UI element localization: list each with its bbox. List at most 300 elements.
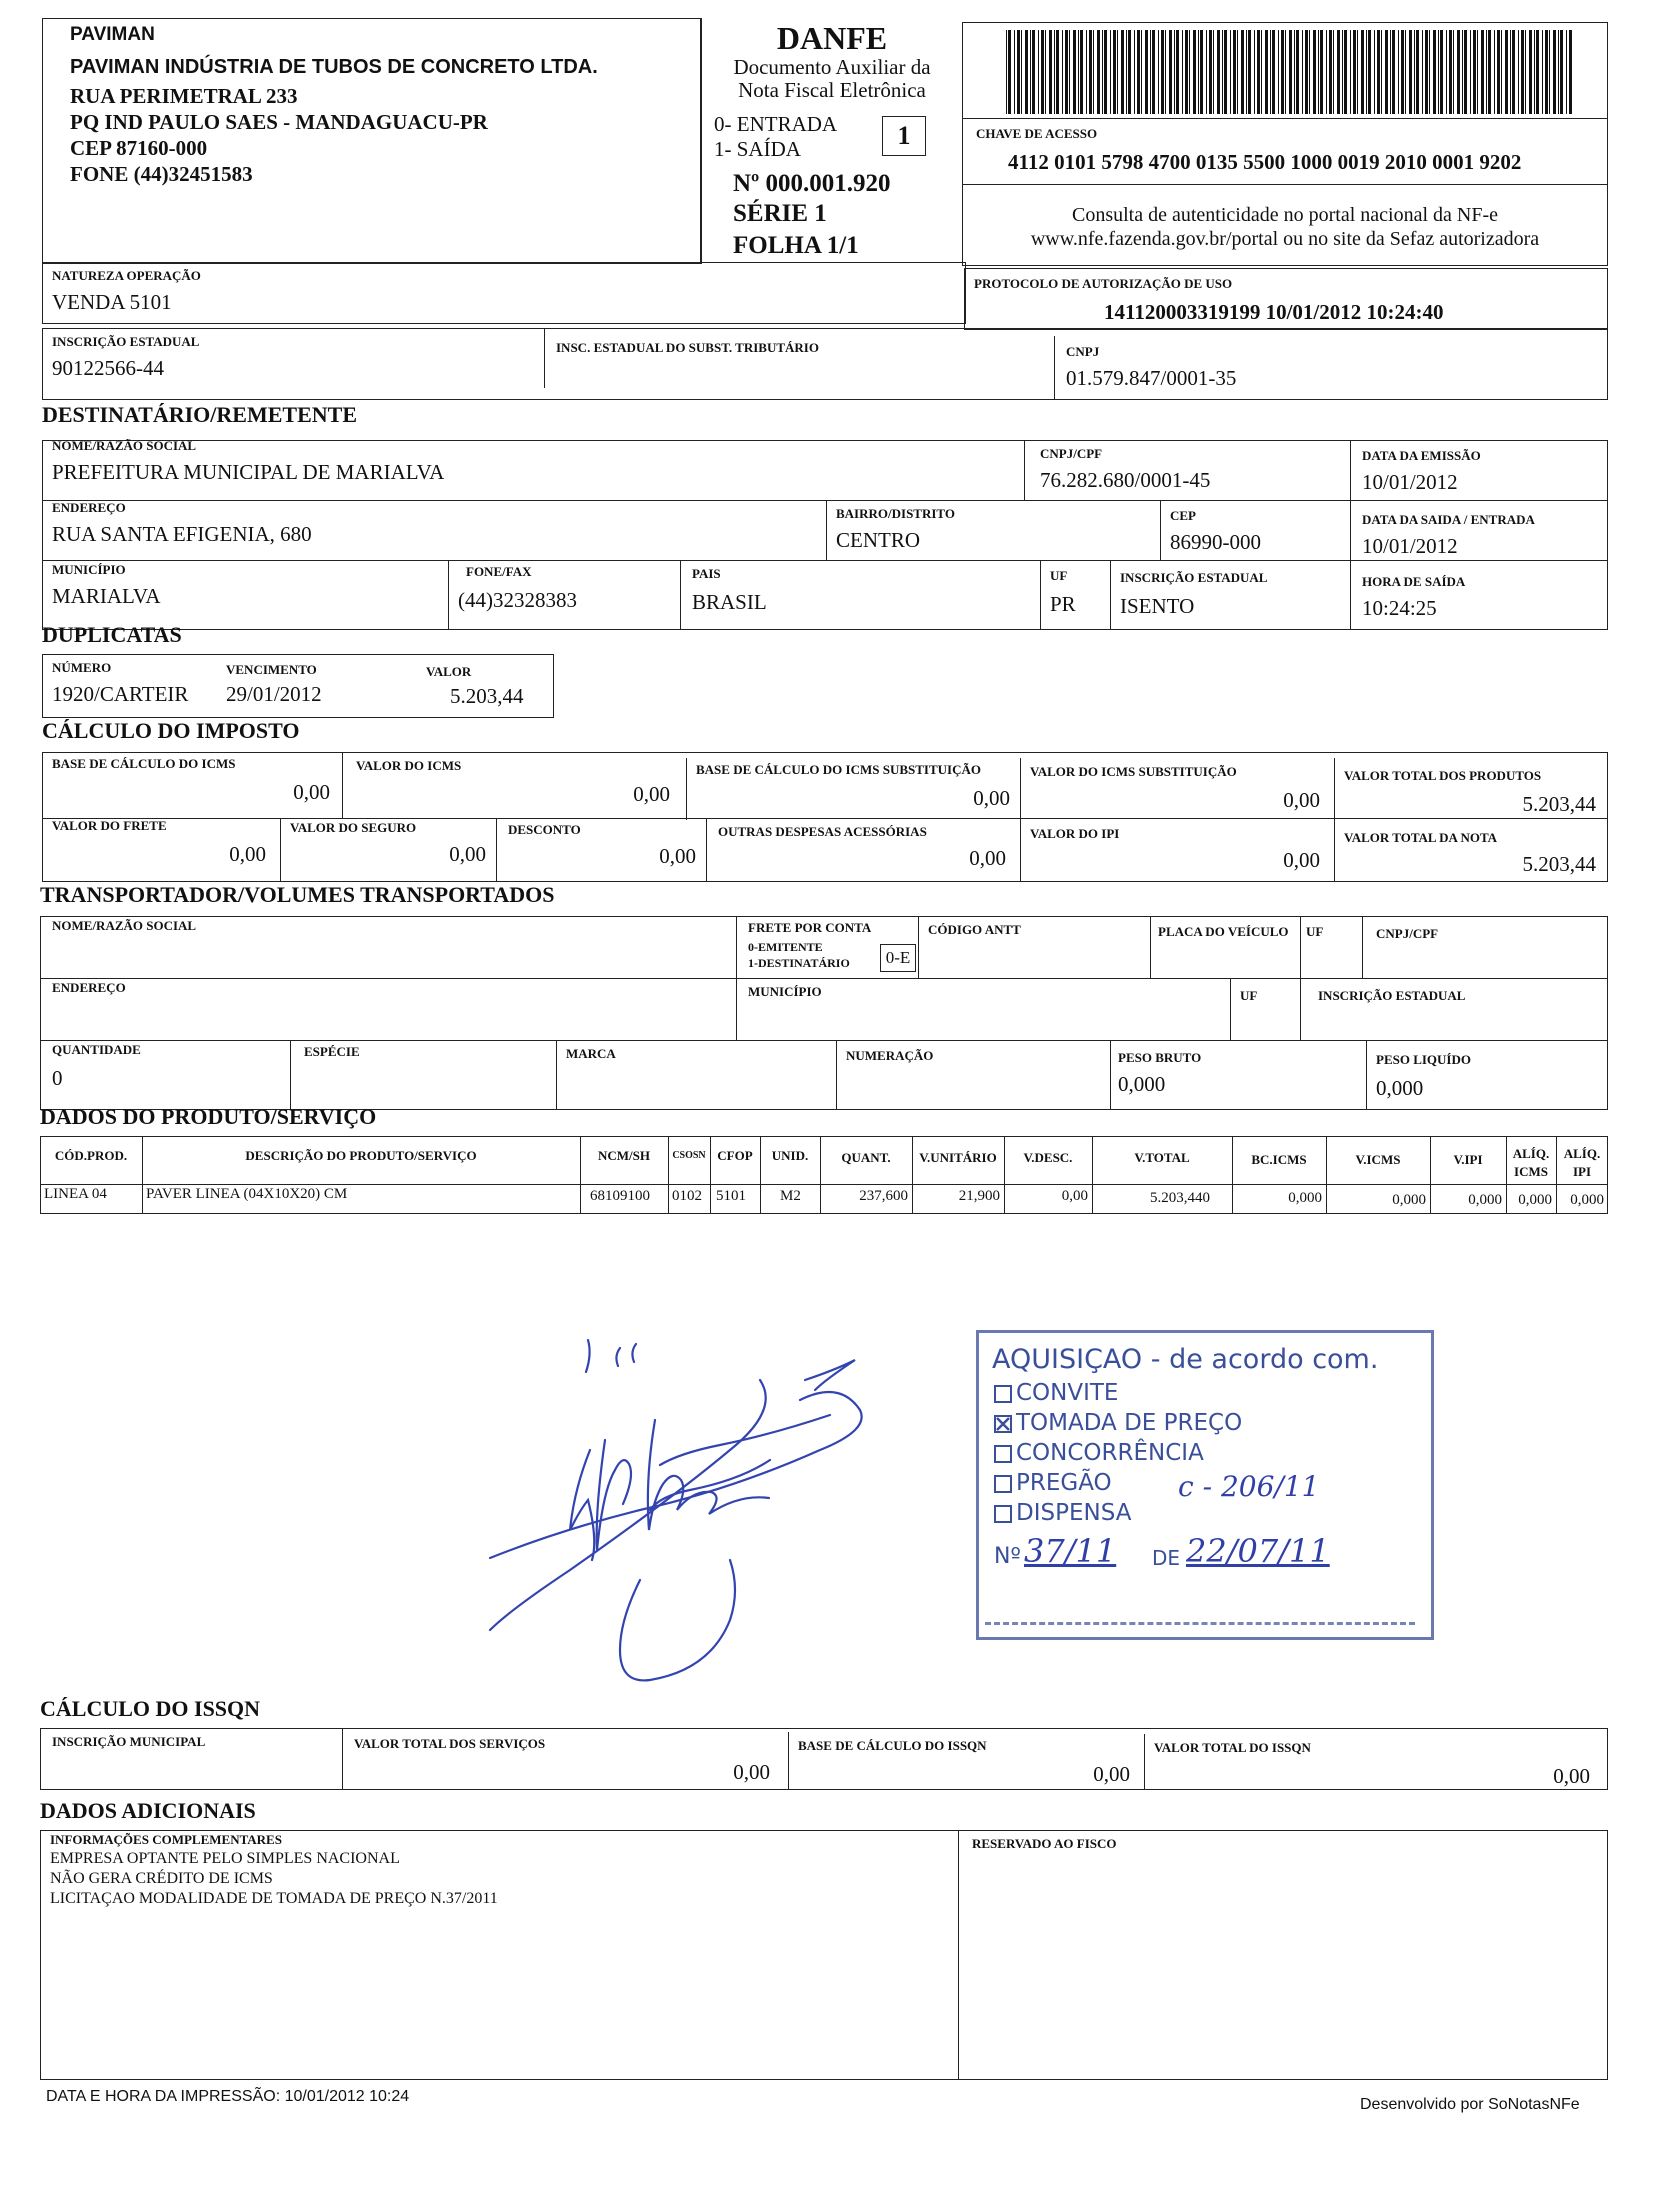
th-vtotal: V.TOTAL xyxy=(1134,1150,1190,1165)
stamp-option-label: CONVITE xyxy=(1016,1380,1119,1406)
dest-emissao: 10/01/2012 xyxy=(1362,470,1458,494)
protocolo-label: PROTOCOLO DE AUTORIZAÇÃO DE USO xyxy=(974,276,1233,291)
dest-pais-label: PAIS xyxy=(692,566,721,581)
barcode-bar xyxy=(1222,30,1223,114)
barcode-bar xyxy=(1422,30,1423,114)
th-bcicms: BC.ICMS xyxy=(1251,1152,1307,1167)
danfe-folha: FOLHA 1/1 xyxy=(733,232,859,259)
access-key: 4112 0101 5798 4700 0135 5500 1000 0019 2010 0001 9202 xyxy=(1008,150,1522,174)
barcode-bar xyxy=(1041,30,1044,114)
ipi: 0,00 xyxy=(1283,848,1320,872)
th-vunit: V.UNITÁRIO xyxy=(919,1150,997,1165)
imposto-section-title: CÁLCULO DO IMPOSTO xyxy=(42,718,300,743)
barcode-bar xyxy=(1054,30,1055,114)
valor-icms-label: VALOR DO ICMS xyxy=(356,758,462,773)
transp-peso-bruto-label: PESO BRUTO xyxy=(1118,1050,1202,1065)
barcode-bar xyxy=(1198,30,1199,114)
natureza-value: VENDA 5101 xyxy=(52,290,172,314)
th-aliq-icms-1: ALÍQ. xyxy=(1512,1146,1550,1161)
barcode-bar xyxy=(1494,30,1495,114)
developer-credit: Desenvolvido por SoNotasNFe xyxy=(1360,2096,1580,2113)
seguro: 0,00 xyxy=(449,842,486,866)
outras: 0,00 xyxy=(969,846,1006,870)
transp-qtd: 0 xyxy=(52,1066,63,1090)
issqn-valor: 0,00 xyxy=(1553,1764,1590,1788)
transp-frete-label: FRETE POR CONTA xyxy=(748,920,872,935)
recipient-section-title: DESTINATÁRIO/REMETENTE xyxy=(42,402,357,427)
barcode-bar xyxy=(1549,30,1550,114)
stamp-option-label: TOMADA DE PREÇO xyxy=(1016,1410,1243,1436)
access-key-label: CHAVE DE ACESSO xyxy=(976,126,1098,141)
barcode-bar xyxy=(1126,30,1127,114)
barcode-bar xyxy=(1217,30,1220,114)
dest-fone: (44)32328383 xyxy=(458,588,577,612)
issuer-district: PQ IND PAULO SAES - MANDAGUACU-PR xyxy=(70,110,488,134)
transp-municipio-label: MUNICÍPIO xyxy=(748,984,822,999)
transp-uf2-label: UF xyxy=(1240,988,1258,1003)
barcode-bar xyxy=(1453,30,1454,114)
stamp-option-label: PREGÃO xyxy=(1016,1470,1112,1496)
barcode-bar xyxy=(1117,30,1118,114)
barcode-bar xyxy=(1065,30,1068,114)
consult-line-1: Consulta de autenticidade no portal nacional da NF-e xyxy=(1072,204,1498,226)
barcode-bar xyxy=(1080,30,1083,114)
base-icms-label: BASE DE CÁLCULO DO ICMS xyxy=(52,756,236,771)
stamp-title: AQUISIÇAO - de acordo com. xyxy=(992,1344,1379,1375)
base-st-label: BASE DE CÁLCULO DO ICMS SUBSTITUIÇÃO xyxy=(696,762,981,777)
th-cod: CÓD.PROD. xyxy=(54,1148,128,1163)
td-vunit: 21,900 xyxy=(958,1188,1000,1204)
barcode-bar xyxy=(1368,30,1371,114)
stamp-option-concorrencia xyxy=(994,1440,1204,1466)
print-time: DATA E HORA DA IMPRESSÃO: 10/01/2012 10:24 xyxy=(46,2088,410,2105)
th-vipi: V.IPI xyxy=(1453,1152,1483,1167)
info-line-2: NÃO GERA CRÉDITO DE ICMS xyxy=(50,1870,273,1887)
barcode-bar xyxy=(1257,30,1260,114)
th-csosn: CSOSN xyxy=(672,1150,706,1161)
barcode-bar xyxy=(1374,30,1375,114)
barcode-bar xyxy=(1501,30,1502,114)
barcode-bar xyxy=(1377,30,1380,114)
seguro-label: VALOR DO SEGURO xyxy=(290,820,417,835)
barcode-bar xyxy=(1405,30,1406,114)
cnpj-value: 01.579.847/0001-35 xyxy=(1066,366,1237,390)
barcode-bar xyxy=(1032,30,1035,114)
th-cfop: CFOP xyxy=(717,1148,753,1163)
frete-label: VALOR DO FRETE xyxy=(52,818,167,833)
barcode-bar xyxy=(1446,30,1447,114)
barcode-bar xyxy=(1294,30,1295,114)
total-prod: 5.203,44 xyxy=(1522,792,1596,816)
info-line-3: LICITAÇAO MODALIDADE DE TOMADA DE PREÇO N.37/2011 xyxy=(50,1890,498,1907)
issuer-short-name: PAVIMAN xyxy=(70,24,155,45)
additional-section-title: DADOS ADICIONAIS xyxy=(40,1798,256,1823)
barcode-bar xyxy=(1272,30,1275,114)
td-desc: PAVER LINEA (04X10X20) CM xyxy=(146,1186,348,1202)
barcode-bar xyxy=(1233,30,1236,114)
stamp-no-prefix: Nº xyxy=(994,1544,1021,1569)
barcode-bar xyxy=(1473,30,1476,114)
danfe-entrada: 0- ENTRADA xyxy=(714,112,838,136)
barcode-bar xyxy=(1128,30,1131,114)
barcode-bar xyxy=(1285,30,1286,114)
barcode-bar xyxy=(1056,30,1059,114)
barcode-bar xyxy=(1470,30,1471,114)
barcode-bar xyxy=(1329,30,1332,114)
dest-uf: PR xyxy=(1050,592,1076,616)
td-aliq-icms: 0,000 xyxy=(1518,1192,1552,1208)
barcode-bar xyxy=(1320,30,1323,114)
checkbox-icon xyxy=(994,1475,1012,1493)
barcode-bar xyxy=(1230,30,1231,114)
checkbox-icon xyxy=(994,1385,1012,1403)
dest-fone-label: FONE/FAX xyxy=(466,564,532,579)
td-vtotal: 5.203,440 xyxy=(1150,1190,1210,1206)
danfe-tipo: 1 xyxy=(897,121,911,150)
natureza-label: NATUREZA OPERAÇÃO xyxy=(52,268,201,283)
valor-st-label: VALOR DO ICMS SUBSTITUIÇÃO xyxy=(1030,764,1237,779)
stamp-option-dispensa xyxy=(994,1500,1131,1526)
transport-section-title: TRANSPORTADOR/VOLUMES TRANSPORTADOS xyxy=(40,882,555,907)
dest-hora-label: HORA DE SAÍDA xyxy=(1362,574,1466,589)
td-vipi: 0,000 xyxy=(1468,1192,1502,1208)
stamp-option-pregao xyxy=(994,1470,1112,1496)
barcode-bar xyxy=(1313,30,1316,114)
barcode-bar xyxy=(1038,30,1039,114)
dest-bairro-label: BAIRRO/DISTRITO xyxy=(836,506,955,521)
barcode-bar xyxy=(1030,30,1031,114)
th-vicms: V.ICMS xyxy=(1355,1152,1401,1167)
frete: 0,00 xyxy=(229,842,266,866)
issuer-company: PAVIMAN INDÚSTRIA DE TUBOS DE CONCRETO LTDA. xyxy=(70,56,598,78)
duplicatas-section-title: DUPLICATAS xyxy=(42,622,182,647)
th-quant: QUANT. xyxy=(841,1150,891,1165)
barcode-bar xyxy=(1254,30,1255,114)
issqn-servicos-label: VALOR TOTAL DOS SERVIÇOS xyxy=(354,1736,546,1751)
transp-endereco-label: ENDEREÇO xyxy=(52,980,126,995)
stamp-option-label: DISPENSA xyxy=(1016,1500,1132,1526)
barcode-bar xyxy=(1449,30,1452,114)
total-nota: 5.203,44 xyxy=(1522,852,1596,876)
transp-antt-label: CÓDIGO ANTT xyxy=(928,922,1021,937)
transp-qtd-label: QUANTIDADE xyxy=(52,1042,141,1057)
barcode-bar xyxy=(1353,30,1356,114)
barcode-bar xyxy=(1145,30,1148,114)
transp-marca-label: MARCA xyxy=(566,1046,616,1061)
barcode-bar xyxy=(1558,30,1559,114)
protocolo-value: 141120003319199 10/01/2012 10:24:40 xyxy=(1104,300,1444,324)
th-vdesc: V.DESC. xyxy=(1023,1150,1073,1165)
barcode-bar xyxy=(1409,30,1412,114)
th-unid: UNID. xyxy=(771,1148,809,1163)
barcode-bar xyxy=(1134,30,1135,114)
barcode-bar xyxy=(1296,30,1299,114)
ie-st-label: INSC. ESTADUAL DO SUBST. TRIBUTÁRIO xyxy=(556,340,819,355)
dest-endereco: RUA SANTA EFIGENIA, 680 xyxy=(52,522,312,546)
dest-ie-label: INSCRIÇÃO ESTADUAL xyxy=(1120,570,1268,585)
transp-frete-opt1: 1-DESTINATÁRIO xyxy=(748,956,850,970)
barcode-bar xyxy=(1086,30,1087,114)
dest-hora: 10:24:25 xyxy=(1362,596,1437,620)
barcode-bar xyxy=(1121,30,1124,114)
td-ncm: 68109100 xyxy=(590,1188,650,1204)
th-aliq-ipi-2: IPI xyxy=(1572,1164,1592,1179)
barcode-bar xyxy=(1385,30,1388,114)
td-bcicms: 0,000 xyxy=(1288,1190,1322,1206)
td-quant: 237,600 xyxy=(859,1188,908,1204)
barcode-bar xyxy=(1305,30,1308,114)
danfe-numero: Nº 000.001.920 xyxy=(733,170,891,197)
barcode-bar xyxy=(1505,30,1508,114)
barcode-bar xyxy=(1209,30,1212,114)
danfe-serie: SÉRIE 1 xyxy=(733,200,827,227)
barcode-bar xyxy=(1102,30,1103,114)
outras-label: OUTRAS DESPESAS ACESSÓRIAS xyxy=(718,824,927,839)
barcode-bar xyxy=(1486,30,1487,114)
barcode-bar xyxy=(1174,30,1175,114)
barcode-bar xyxy=(1366,30,1367,114)
barcode-bar xyxy=(1566,30,1567,114)
barcode-bar xyxy=(1510,30,1511,114)
barcode-bar xyxy=(1425,30,1428,114)
barcode-bar xyxy=(1357,30,1358,114)
transp-frete-opt0: 0-EMITENTE xyxy=(748,940,823,954)
barcode-bar xyxy=(1350,30,1351,114)
barcode-bar xyxy=(1104,30,1107,114)
transp-frete-value-box xyxy=(880,944,916,972)
barcode-bar xyxy=(1569,30,1572,114)
fisco-label: RESERVADO AO FISCO xyxy=(972,1836,1117,1851)
dest-municipio-label: MUNICÍPIO xyxy=(52,562,126,577)
ie-row-box xyxy=(42,328,1608,400)
barcode-bar xyxy=(1141,30,1142,114)
barcode-bar xyxy=(1542,30,1543,114)
barcode-bar xyxy=(1021,30,1022,114)
barcode-bar xyxy=(1414,30,1415,114)
info-label: INFORMAÇÕES COMPLEMENTARES xyxy=(50,1832,282,1847)
barcode-bar xyxy=(1477,30,1478,114)
barcode-bar xyxy=(1278,30,1279,114)
barcode-bar xyxy=(1014,30,1015,114)
td-cfop: 5101 xyxy=(716,1188,746,1204)
barcode-bar xyxy=(1073,30,1076,114)
cnpj-label: CNPJ xyxy=(1066,344,1100,359)
barcode-bar xyxy=(1318,30,1319,114)
dup-numero: 1920/CARTEIR xyxy=(52,682,189,706)
transp-frete-value: 0-E xyxy=(885,948,911,967)
barcode-bar xyxy=(1097,30,1100,114)
dest-cep-label: CEP xyxy=(1170,508,1196,523)
barcode-bar xyxy=(1497,30,1500,114)
info-line-1: EMPRESA OPTANTE PELO SIMPLES NACIONAL xyxy=(50,1850,400,1867)
checkbox-icon xyxy=(994,1445,1012,1463)
valor-st: 0,00 xyxy=(1283,788,1320,812)
dest-uf-label: UF xyxy=(1050,568,1068,583)
issuer-phone: FONE (44)32451583 xyxy=(70,162,253,186)
checkbox-icon xyxy=(994,1505,1012,1523)
transp-numeracao-label: NUMERAÇÃO xyxy=(846,1048,934,1063)
barcode-bar xyxy=(1152,30,1155,114)
dest-saida: 10/01/2012 xyxy=(1362,534,1458,558)
barcode-bar xyxy=(1185,30,1188,114)
barcode-bar xyxy=(1248,30,1251,114)
barcode-bar xyxy=(1006,30,1007,114)
stamp-date-value: 22/07/11 xyxy=(1186,1532,1330,1570)
ie-value: 90122566-44 xyxy=(52,356,164,380)
barcode-bar xyxy=(1488,30,1491,114)
td-vdesc: 0,00 xyxy=(1061,1188,1088,1204)
barcode-bar xyxy=(1518,30,1519,114)
barcode-bar xyxy=(1326,30,1327,114)
ie-label: INSCRIÇÃO ESTADUAL xyxy=(52,334,200,349)
barcode-bar xyxy=(1045,30,1046,114)
total-prod-label: VALOR TOTAL DOS PRODUTOS xyxy=(1344,768,1542,783)
barcode-bar xyxy=(1078,30,1079,114)
barcode-bar xyxy=(1237,30,1238,114)
dest-pais: BRASIL xyxy=(692,590,767,614)
transp-peso-bruto: 0,000 xyxy=(1118,1072,1166,1096)
issqn-servicos: 0,00 xyxy=(733,1760,770,1784)
th-desc: DESCRIÇÃO DO PRODUTO/SERVIÇO xyxy=(245,1148,477,1163)
issqn-base: 0,00 xyxy=(1093,1762,1130,1786)
issuer-street: RUA PERIMETRAL 233 xyxy=(70,84,298,108)
desconto: 0,00 xyxy=(659,844,696,868)
danfe-title-block xyxy=(702,20,962,102)
barcode-bar xyxy=(1416,30,1419,114)
barcode-bar xyxy=(1545,30,1548,114)
dest-saida-label: DATA DA SAIDA / ENTRADA xyxy=(1362,512,1535,527)
dest-ie: ISENTO xyxy=(1120,594,1195,618)
issqn-valor-label: VALOR TOTAL DO ISSQN xyxy=(1154,1740,1311,1755)
barcode-bar xyxy=(1161,30,1164,114)
barcode-bar xyxy=(1401,30,1404,114)
barcode-bar xyxy=(1062,30,1063,114)
base-st: 0,00 xyxy=(973,786,1010,810)
base-icms: 0,00 xyxy=(293,780,330,804)
barcode-bar xyxy=(1398,30,1399,114)
barcode-bar xyxy=(1390,30,1391,114)
barcode-bar xyxy=(1536,30,1539,114)
barcode-bar xyxy=(1089,30,1092,114)
dest-nome-label: NOME/RAZÃO SOCIAL xyxy=(52,438,197,453)
barcode-bar xyxy=(1189,30,1190,114)
barcode-bar xyxy=(1457,30,1460,114)
danfe-saida: 1- SAÍDA xyxy=(714,137,801,161)
td-unid: M2 xyxy=(780,1188,801,1204)
td-cod: LINEA 04 xyxy=(44,1186,107,1202)
transp-ie-label: INSCRIÇÃO ESTADUAL xyxy=(1318,988,1466,1003)
barcode-bar xyxy=(1150,30,1151,114)
dup-numero-label: NÚMERO xyxy=(52,660,112,675)
barcode-bar xyxy=(1433,30,1436,114)
products-section-title: DADOS DO PRODUTO/SERVIÇO xyxy=(40,1104,377,1129)
barcode-bar xyxy=(1553,30,1556,114)
transp-uf-label: UF xyxy=(1306,924,1324,939)
barcode-bar xyxy=(1342,30,1343,114)
barcode-bar xyxy=(1381,30,1382,114)
barcode-bar xyxy=(1158,30,1159,114)
consult-block xyxy=(962,203,1608,251)
dest-municipio: MARIALVA xyxy=(52,584,161,608)
dup-venc-label: VENCIMENTO xyxy=(226,662,317,677)
barcode-bar xyxy=(1361,30,1364,114)
barcode-bar xyxy=(1093,30,1094,114)
barcode-bar xyxy=(1429,30,1430,114)
barcode-bar xyxy=(1512,30,1515,114)
transport-box xyxy=(40,916,1608,1110)
issqn-section-title: CÁLCULO DO ISSQN xyxy=(40,1696,261,1721)
dest-bairro: CENTRO xyxy=(836,528,920,552)
barcode-bar xyxy=(1392,30,1395,114)
transp-peso-liq: 0,000 xyxy=(1376,1076,1424,1100)
dest-endereco-label: ENDEREÇO xyxy=(52,500,126,515)
barcode-bar xyxy=(1113,30,1116,114)
td-csosn: 0102 xyxy=(672,1188,702,1204)
desconto-label: DESCONTO xyxy=(508,822,581,837)
danfe-subtitle-2: Nota Fiscal Eletrônica xyxy=(738,78,926,102)
barcode-bar xyxy=(1534,30,1535,114)
barcode-bar xyxy=(1270,30,1271,114)
barcode-bar xyxy=(1069,30,1070,114)
barcode-bar xyxy=(1464,30,1467,114)
danfe-title: DANFE xyxy=(776,20,888,56)
stamp-option-tomada xyxy=(994,1410,1242,1436)
dest-nome: PREFEITURA MUNICIPAL DE MARIALVA xyxy=(52,460,445,484)
barcode-bar xyxy=(1200,30,1203,114)
barcode-bar xyxy=(1525,30,1526,114)
transp-peso-liq-label: PESO LIQUÍDO xyxy=(1376,1052,1471,1067)
th-ncm: NCM/SH xyxy=(598,1148,650,1163)
barcode-bar xyxy=(1289,30,1292,114)
barcode-bar xyxy=(1560,30,1563,114)
danfe-subtitle-1: Documento Auxiliar da xyxy=(733,55,931,79)
barcode-bar xyxy=(1265,30,1268,114)
barcode-bar xyxy=(1462,30,1463,114)
th-aliq-icms-2: ICMS xyxy=(1514,1164,1548,1179)
danfe-tipo-box xyxy=(882,116,926,156)
dest-emissao-label: DATA DA EMISSÃO xyxy=(1362,448,1481,463)
barcode-bar xyxy=(1017,30,1020,114)
checked-box-icon xyxy=(994,1415,1012,1433)
barcode-bar xyxy=(1302,30,1303,114)
barcode-bar xyxy=(1440,30,1443,114)
barcode-bar xyxy=(1344,30,1347,114)
barcode-bar xyxy=(1169,30,1172,114)
barcode-bar xyxy=(1182,30,1183,114)
barcode-bar xyxy=(1241,30,1244,114)
barcode-bar xyxy=(1281,30,1284,114)
issqn-im-label: INSCRIÇÃO MUNICIPAL xyxy=(52,1734,206,1749)
ipi-label: VALOR DO IPI xyxy=(1030,826,1120,841)
barcode-bar xyxy=(1025,30,1028,114)
barcode-bar xyxy=(1438,30,1439,114)
dest-cep: 86990-000 xyxy=(1170,530,1261,554)
transp-especie-label: ESPÉCIE xyxy=(304,1044,360,1059)
barcode-bar xyxy=(1309,30,1310,114)
barcode-bar xyxy=(1176,30,1179,114)
barcode-bar xyxy=(1206,30,1207,114)
issqn-base-label: BASE DE CÁLCULO DO ISSQN xyxy=(798,1738,987,1753)
dup-venc: 29/01/2012 xyxy=(226,682,322,706)
dup-valor: 5.203,44 xyxy=(450,684,524,708)
valor-icms: 0,00 xyxy=(633,782,670,806)
barcode-bar xyxy=(1246,30,1247,114)
stamp-option-label: CONCORRÊNCIA xyxy=(1016,1440,1204,1466)
transp-nome-label: NOME/RAZÃO SOCIAL xyxy=(52,918,197,933)
barcode-bar xyxy=(1165,30,1166,114)
barcode-bar xyxy=(1110,30,1111,114)
barcode-bar xyxy=(1337,30,1340,114)
